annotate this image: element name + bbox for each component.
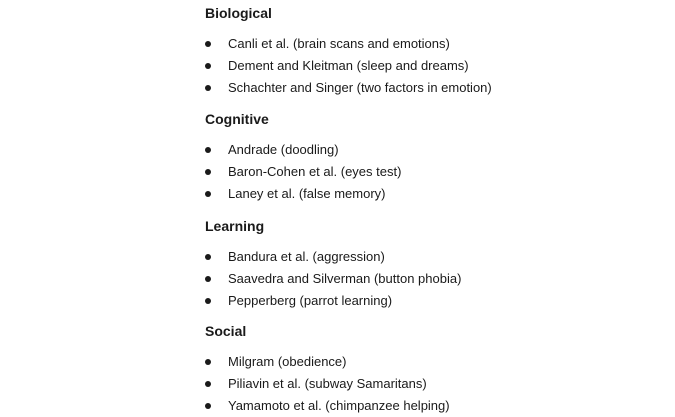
bullet-icon	[205, 85, 211, 91]
bullet-icon	[205, 403, 211, 409]
list-item	[205, 290, 645, 312]
list-item	[205, 373, 645, 395]
bullet-icon	[205, 381, 211, 387]
bullet-icon	[205, 254, 211, 260]
list-item	[205, 268, 645, 290]
section-title: Social	[205, 323, 247, 339]
list-item-text: Yamamoto et al. (chimpanzee helping)	[228, 398, 450, 413]
section-cognitive	[205, 110, 645, 205]
list-item-text: Pepperberg (parrot learning)	[228, 293, 393, 308]
list-item-text: Milgram (obedience)	[228, 354, 347, 369]
bullet-list	[205, 139, 645, 205]
section-biological	[205, 4, 645, 99]
bullet-list	[205, 351, 645, 417]
section-title: Biological	[205, 5, 272, 21]
list-item-text: Piliavin et al. (subway Samaritans)	[228, 376, 427, 391]
list-item-text: Schachter and Singer (two factors in emotion)	[228, 80, 492, 95]
list-item	[205, 183, 645, 205]
bullet-icon	[205, 169, 211, 175]
list-item	[205, 395, 645, 417]
bullet-icon	[205, 41, 211, 47]
bullet-icon	[205, 359, 211, 365]
section-title: Learning	[205, 218, 265, 234]
list-item	[205, 77, 645, 99]
section-title: Cognitive	[205, 111, 269, 127]
list-item-text: Saavedra and Silverman (button phobia)	[228, 271, 462, 286]
list-item	[205, 161, 645, 183]
list-item	[205, 351, 645, 373]
bullet-icon	[205, 276, 211, 282]
bullet-list	[205, 246, 645, 312]
section-learning	[205, 217, 645, 312]
list-item	[205, 55, 645, 77]
bullet-icon	[205, 191, 211, 197]
bullet-list	[205, 33, 645, 99]
bullet-icon	[205, 63, 211, 69]
bullet-icon	[205, 298, 211, 304]
list-item-text: Laney et al. (false memory)	[228, 186, 386, 201]
bullet-icon	[205, 147, 211, 153]
list-item-text: Bandura et al. (aggression)	[228, 249, 385, 264]
list-item-text: Andrade (doodling)	[228, 142, 339, 157]
list-item-text: Dement and Kleitman (sleep and dreams)	[228, 58, 469, 73]
list-item-text: Baron-Cohen et al. (eyes test)	[228, 164, 402, 179]
list-item	[205, 246, 645, 268]
list-item	[205, 139, 645, 161]
section-social	[205, 322, 645, 417]
list-item-text: Canli et al. (brain scans and emotions)	[228, 36, 450, 51]
list-item	[205, 33, 645, 55]
